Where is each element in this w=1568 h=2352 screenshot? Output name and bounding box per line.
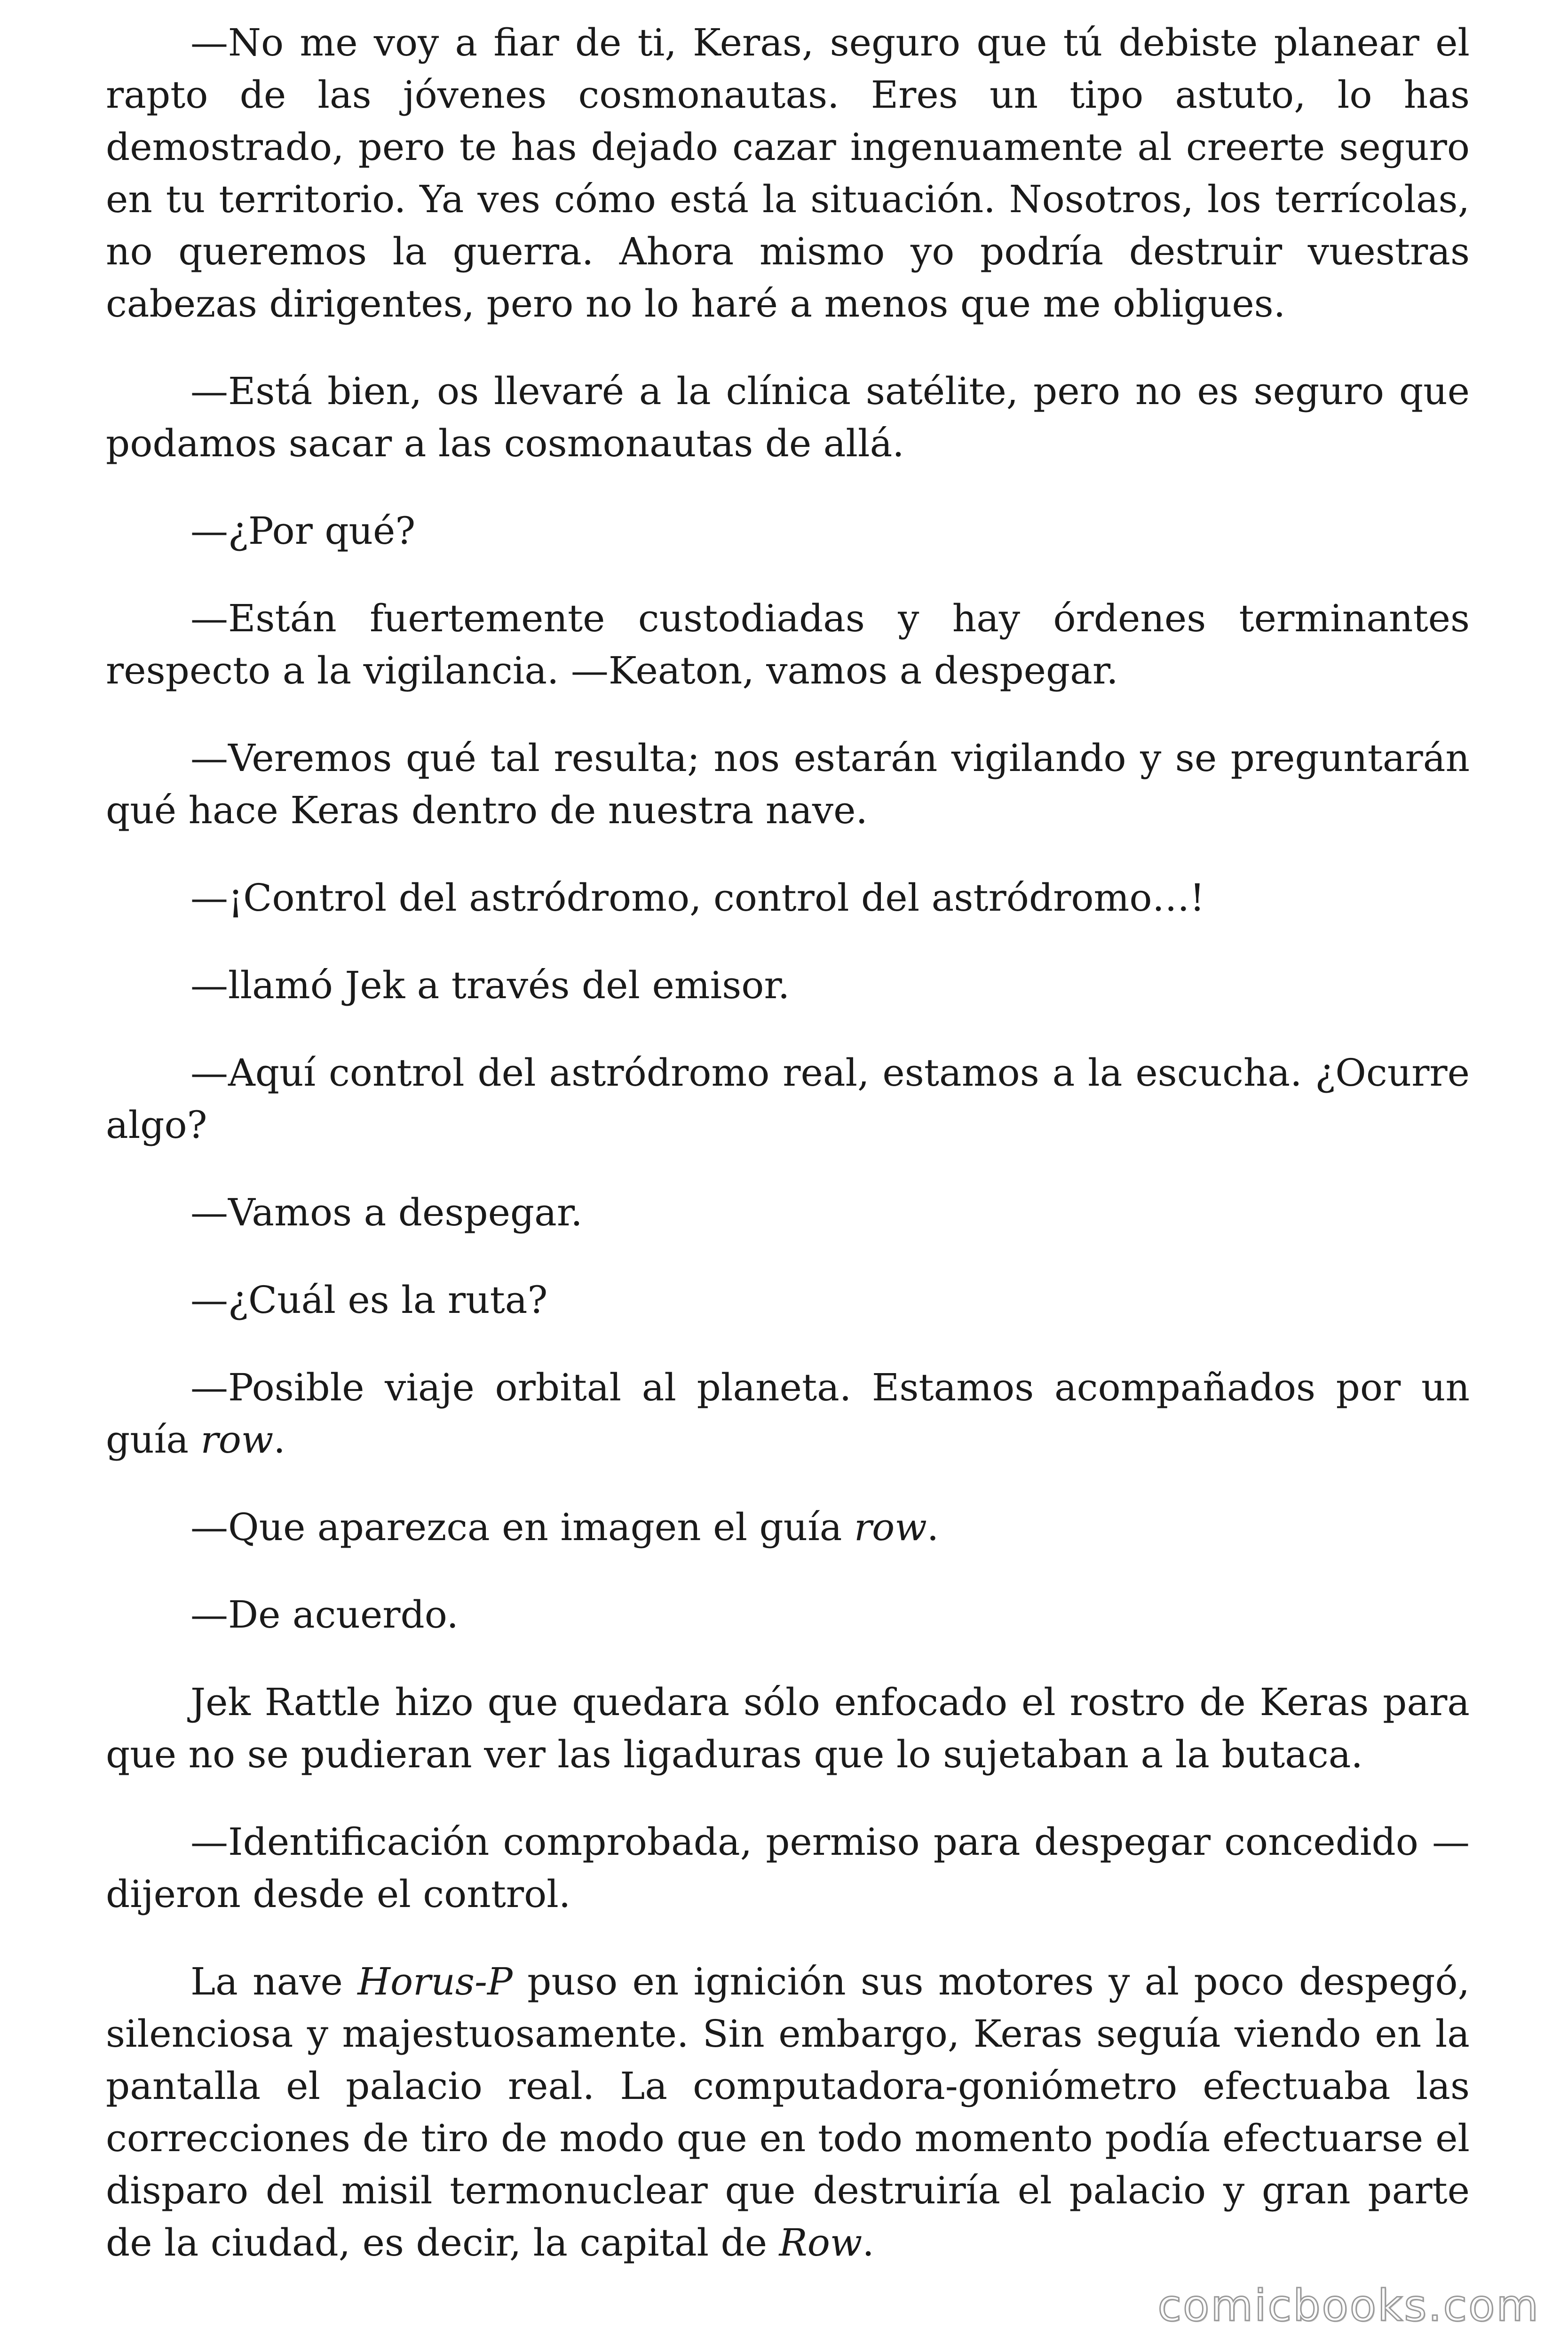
text-segment: . <box>273 1418 285 1462</box>
watermark: comicbooks.com <box>1157 2280 1540 2331</box>
paragraph <box>106 1955 1470 2269</box>
text-segment: . <box>927 1505 939 1549</box>
italic-term: Row <box>779 2221 863 2265</box>
text-segment: —No me voy a fiar de ti, Keras, seguro que tú debiste planear el rapto de las jóvenes cosmonautas. Eres un tipo astuto, lo has demostrado, pero te has dejado cazar ingenuamente al creerte seguro en tu territorio. Ya ves cómo está la situación. Nosotros, los terrícolas, no queremos la guerra. Ahora mismo yo podría destruir vuestras cabezas dirigentes, pero no lo haré a menos que me obligues. <box>106 21 1470 326</box>
paragraph <box>106 732 1470 836</box>
paragraph <box>106 1816 1470 1920</box>
paragraph <box>106 959 1470 1011</box>
text-segment: . <box>862 2221 874 2265</box>
text-segment: —Aquí control del astródromo real, estamos a la escucha. ¿Ocurre algo? <box>106 1051 1470 1147</box>
paragraph <box>106 505 1470 557</box>
text-segment: Jek Rattle hizo que quedara sólo enfocado el rostro de Keras para que no se pudieran ver las ligaduras que lo sujetaban a la butaca. <box>106 1680 1470 1776</box>
italic-term: row <box>200 1418 274 1462</box>
text-segment: —Que aparezca en imagen el guía <box>190 1505 854 1549</box>
text-segment: La nave <box>190 1960 358 2003</box>
paragraph <box>106 1589 1470 1641</box>
italic-term: Horus-P <box>357 1960 513 2003</box>
text-segment: —Veremos qué tal resulta; nos estarán vigilando y se preguntarán qué hace Keras dentro de nuestra nave. <box>106 736 1470 832</box>
text-segment: —Vamos a despegar. <box>190 1191 583 1234</box>
text-segment: —¡Control del astródromo, control del astródromo…! <box>190 876 1205 920</box>
text-segment: —Posible viaje orbital al planeta. Estamos acompañados por un guía <box>106 1366 1470 1462</box>
paragraph <box>106 1676 1470 1780</box>
paragraph <box>106 1274 1470 1326</box>
book-page <box>106 16 1470 2269</box>
paragraph <box>106 365 1470 469</box>
paragraph <box>106 16 1470 330</box>
text-segment: —Está bien, os llevaré a la clínica satélite, pero no es seguro que podamos sacar a las cosmonautas de allá. <box>106 369 1470 465</box>
text-segment: —De acuerdo. <box>190 1593 459 1637</box>
text-segment: —Identificación comprobada, permiso para despegar concedido —dijeron desde el control. <box>106 1820 1470 1916</box>
text-segment: —llamó Jek a través del emisor. <box>190 963 790 1007</box>
paragraph <box>106 872 1470 924</box>
paragraph <box>106 1361 1470 1466</box>
text-segment: puso en ignición sus motores y al poco despegó, silenciosa y majestuosamente. Sin embargo, Keras seguía viendo en la pantalla el palacio real. La computadora-goniómetro efectuaba las correcciones de tiro de modo que en todo momento podía efectuarse el disparo del misil termonuclear que destruiría el palacio y gran parte de la ciudad, es decir, la capital de <box>106 1960 1470 2265</box>
italic-term: row <box>854 1505 927 1549</box>
paragraph <box>106 592 1470 697</box>
paragraph <box>106 1186 1470 1239</box>
text-segment: —¿Cuál es la ruta? <box>190 1278 548 1322</box>
paragraph <box>106 1047 1470 1151</box>
text-segment: —Están fuertemente custodiadas y hay órdenes terminantes respecto a la vigilancia. —Keaton, vamos a despegar. <box>106 596 1470 692</box>
text-segment: —¿Por qué? <box>190 509 416 553</box>
paragraph <box>106 1501 1470 1553</box>
